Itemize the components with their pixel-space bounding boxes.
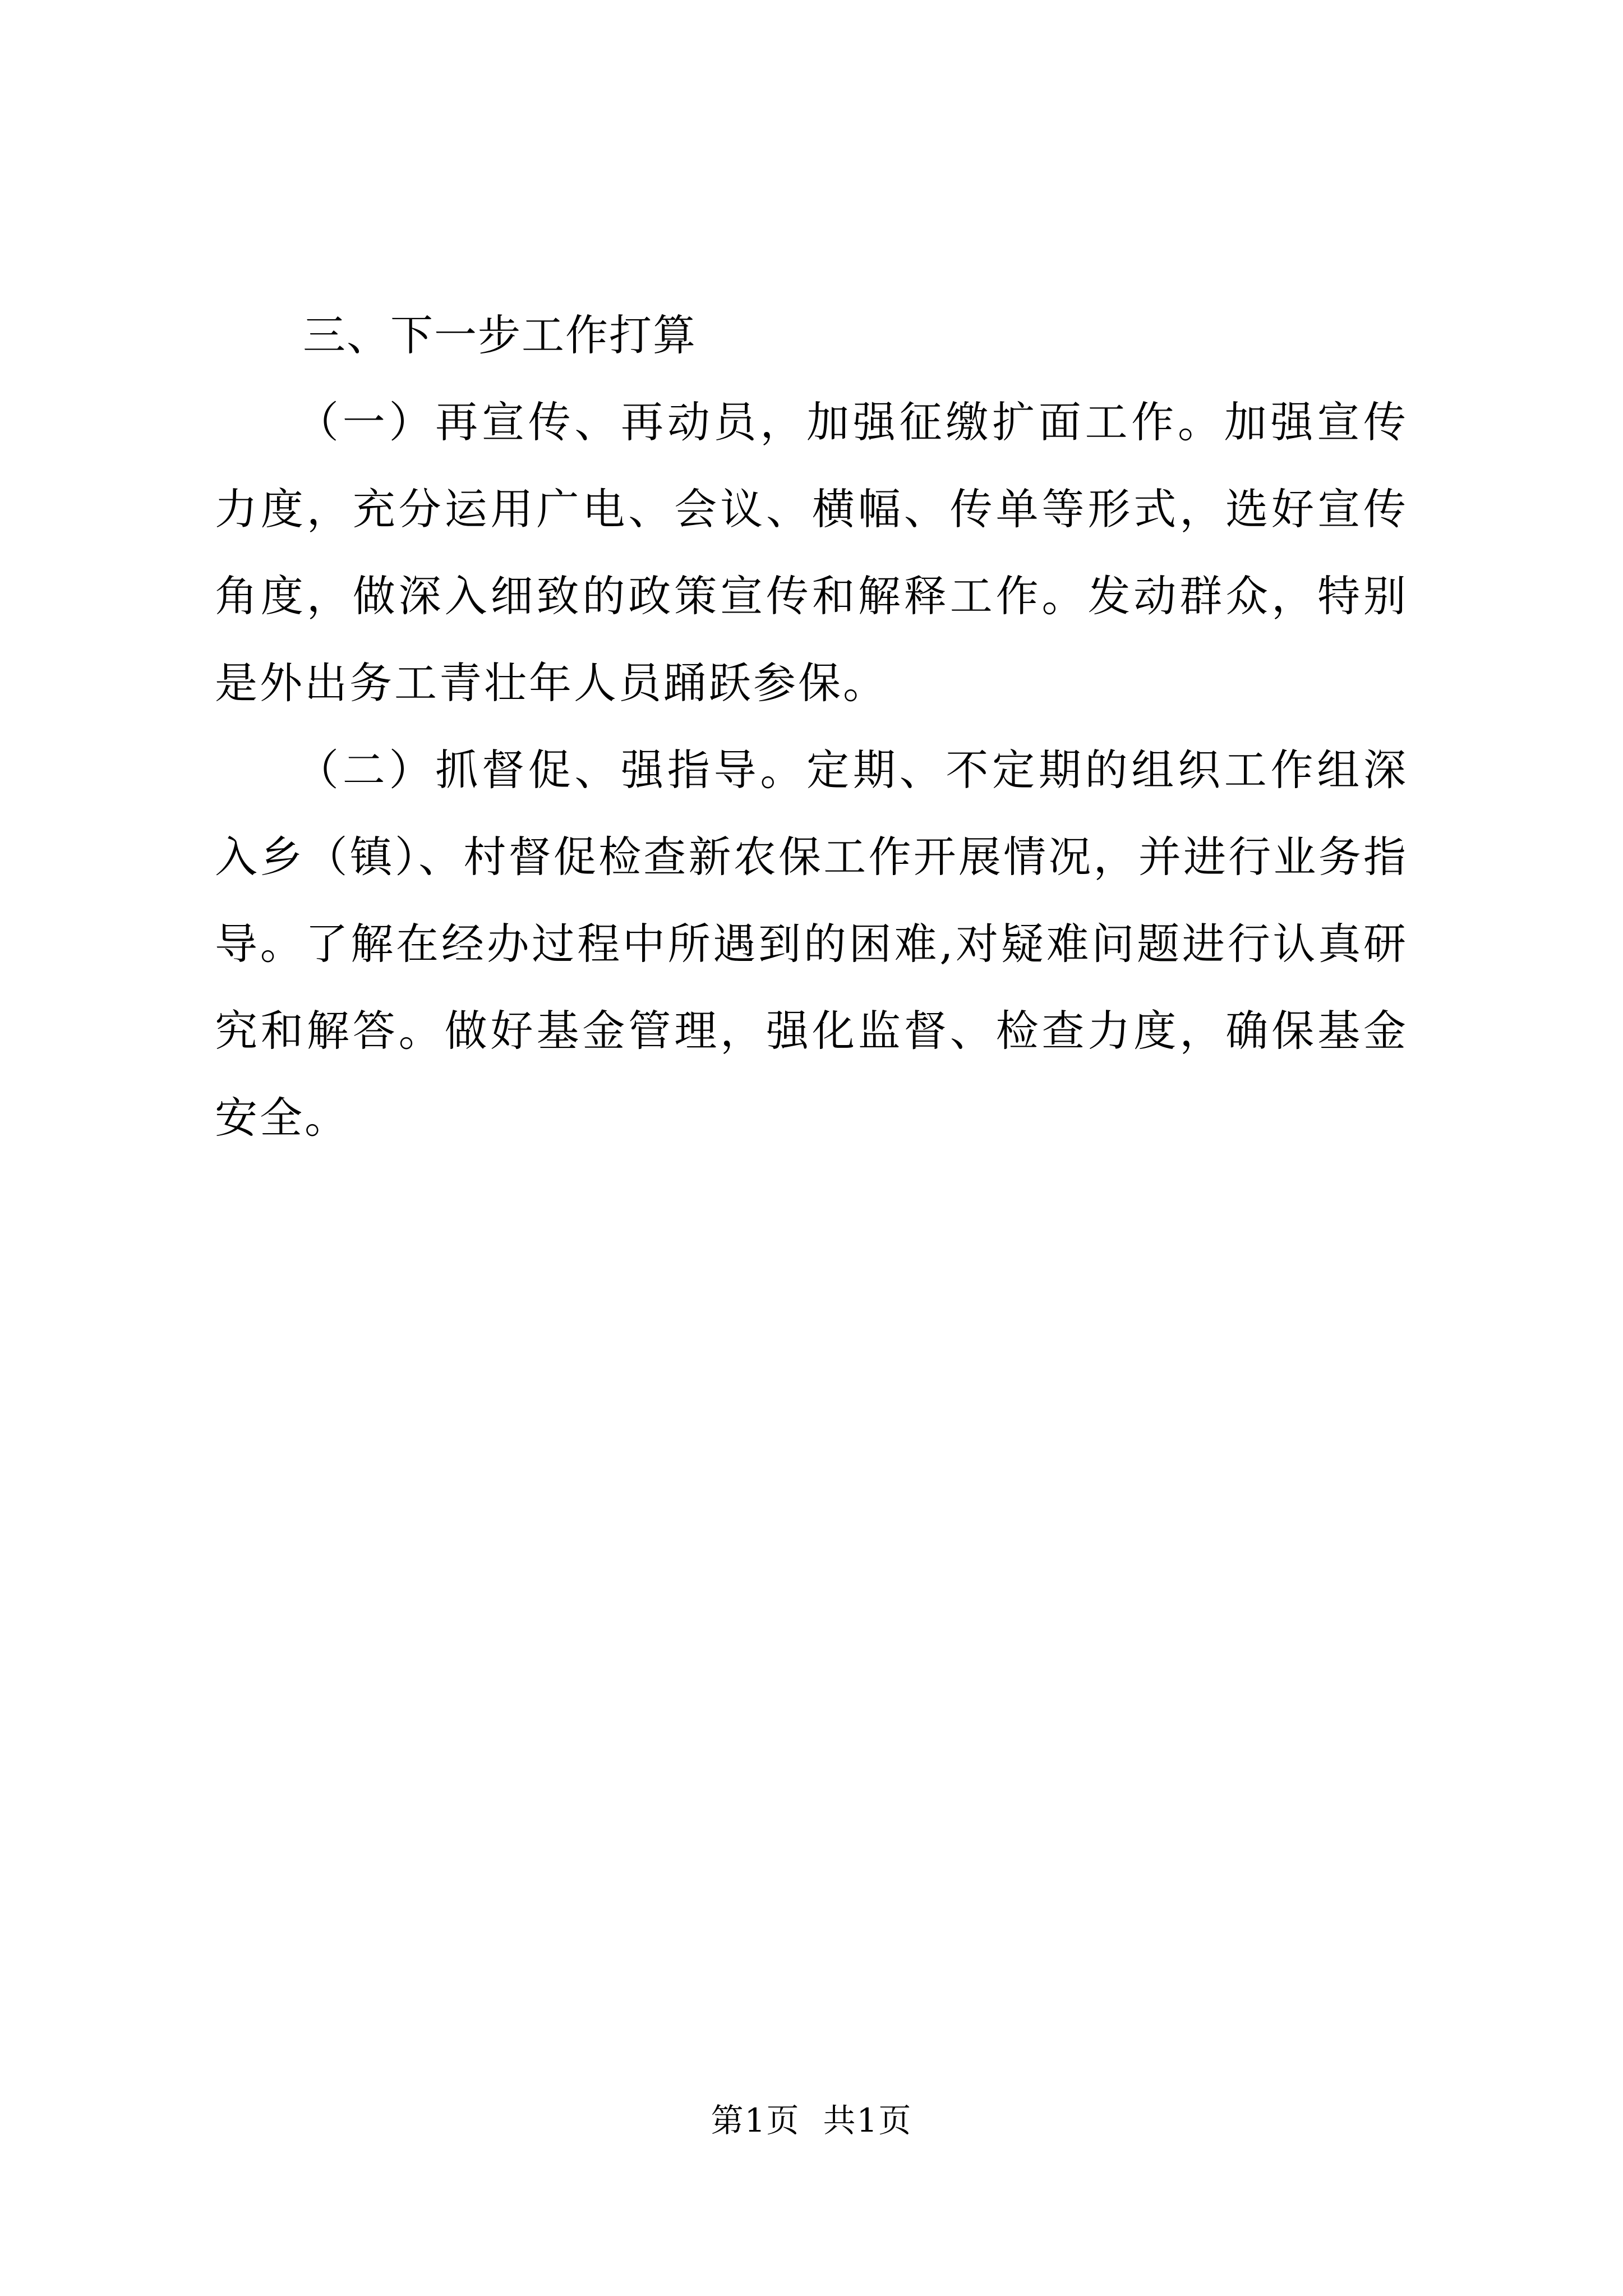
section-heading: 三、下一步工作打算: [303, 310, 697, 360]
paragraph-2: （二）抓督促、强指导。定期、不定期的组织工作组深入乡（镇）、村督促检查新农保工作开展情况，并进行业务指导。了解在经办过程中所遇到的困难,对疑难问题进行认真研究和解答。做好基金管理，强化监督、检查力度，确保基金安全。: [215, 745, 1408, 1143]
footer-total-pages: 共1页: [823, 2101, 912, 2139]
page-footer: [0, 2098, 1623, 2143]
document-body: [215, 292, 1408, 1161]
paragraph-1: （一）再宣传、再动员，加强征缴扩面工作。加强宣传力度，充分运用广电、会议、横幅、传单等形式，选好宣传角度，做深入细致的政策宣传和解释工作。发动群众，特别是外出务工青壮年人员踊跃参保。: [215, 397, 1408, 708]
footer-current-page: 第1页: [711, 2101, 800, 2139]
footer-separator: [800, 2101, 823, 2139]
